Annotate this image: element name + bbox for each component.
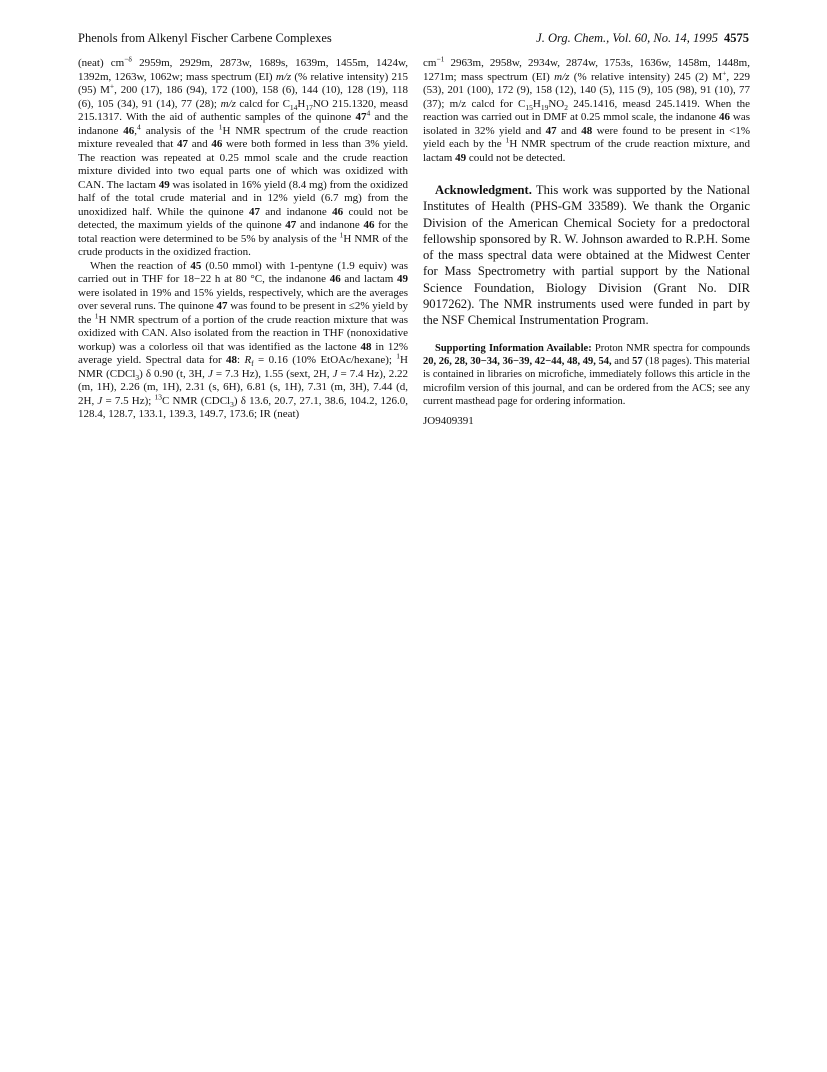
text-run: analysis of the: [140, 124, 219, 137]
right-column: [423, 54, 751, 428]
compound-number: 46: [123, 124, 135, 137]
experimental-paragraph-continued: [423, 54, 751, 165]
experimental-paragraph: [78, 260, 408, 422]
experimental-paragraph-continued: [78, 54, 409, 260]
compound-number: 49: [455, 151, 467, 164]
compound-number: 45: [190, 259, 202, 272]
superscript: 1: [218, 121, 223, 131]
text-run: and: [188, 138, 212, 150]
superscript: 13: [154, 391, 163, 401]
text-run: H NMR spectrum of the crude reaction mixture revealed that: [78, 124, 409, 150]
text-run: H NMR of the crude products in the oxidized fraction.: [78, 232, 409, 258]
section-spacer: [423, 165, 750, 182]
compound-number: 47: [216, 300, 228, 312]
text-run: and indanone: [259, 205, 333, 218]
text-run: and indanone: [296, 219, 364, 231]
text-run: H NMR (CDCl: [78, 354, 408, 380]
compound-number: 46: [329, 273, 341, 285]
subscript: 14: [289, 102, 298, 112]
superscript: 1: [505, 135, 510, 145]
text-run: were both formed in less than 3% yield. The reaction was repeated at 0.25 mmol scale and the crude reaction mixture divided into two equal parts one of which was oxidized with CAN. The lactam: [78, 138, 408, 191]
text-run: H NMR spectrum of a portion of the crude reaction mixture that was oxidized with CAN. Also isolated from the reaction in THF (nonoxidative workup) was a colorless oil that was identified as the lactone: [78, 313, 408, 353]
text-run: ) δ 13.6, 20.7, 27.1, 38.6, 104.2, 126.0, 128.4, 128.7, 133.1, 139.3, 149.7, 173.6; IR (neat): [78, 394, 408, 420]
compound-number: 46: [363, 219, 375, 231]
text-run: = 7.5 Hz);: [102, 394, 155, 407]
subscript: 17: [305, 102, 313, 112]
running-title: Phenols from Alkenyl Fischer Carbene Complexes: [78, 31, 332, 45]
section-spacer: [423, 329, 750, 342]
italic-text: J: [332, 367, 338, 380]
text-run: 2963m, 2958w, 2934w, 2874w, 1753s, 1636w, 1458m, 1448m, 1271m; mass spectrum (EI): [423, 57, 750, 83]
text-run: = 7.3 Hz), 1.55 (sext, 2H,: [212, 367, 333, 380]
text-run: ) δ 0.90 (t, 3H,: [139, 367, 208, 380]
text-run: were isolated in 19% and 15% yields, respectively, which are the averages over several runs. The quinone: [78, 286, 408, 312]
text-run: ,: [134, 124, 138, 137]
subscript: 15: [525, 102, 533, 112]
acknowledgment-section: [423, 182, 750, 329]
text-run: Proton NMR spectra for compounds: [591, 342, 750, 354]
compound-number: 46: [211, 138, 223, 150]
text-run: H: [297, 97, 306, 110]
subscript: 19: [540, 102, 549, 112]
page-number: 4575: [724, 31, 749, 45]
text-run: = 7.4 Hz), 2.22 (m, 1H), 2.26 (m, 1H), 2.31 (s, 6H), 6.81 (s, 1H), 7.31 (m, 3H), 7.44 (d, 2H,: [78, 367, 408, 407]
superscript: +: [722, 67, 727, 77]
text-run: in 12% average yield. Spectral data for: [78, 340, 408, 366]
running-header: [78, 31, 749, 49]
compound-number: 48: [581, 124, 593, 137]
text-run: NO: [548, 97, 565, 110]
text-run: and lactam: [340, 273, 398, 285]
text-run: were found to be present in <1% yield each by the: [423, 124, 750, 150]
italic-text: m/z: [554, 70, 570, 83]
subscript: 3: [135, 372, 140, 382]
text-run: could not be detected.: [466, 151, 566, 164]
italic-text: m/z: [275, 70, 292, 83]
compound-number: 49: [397, 273, 409, 285]
italic-text: m/z: [220, 97, 236, 110]
text-run: C NMR (CDCl: [162, 394, 231, 407]
text-run: , 229 (53), 201 (100), 172 (9), 158 (12), 140 (5), 115 (9), 105 (98), 91 (10), 77 (37); m/z calcd for C: [423, 70, 750, 110]
text-run: and: [611, 356, 633, 368]
compound-number: 57: [632, 356, 643, 368]
compound-number: 47: [285, 219, 297, 231]
text-run: for the total reaction were determined to be 5% by analysis of the: [78, 219, 409, 245]
compound-number: 48: [360, 340, 372, 353]
reference-superscript: 4: [366, 108, 371, 118]
supporting-information-heading: Supporting Information Available:: [435, 342, 592, 354]
text-run: H NMR spectrum of the crude reaction mixture, and lactam: [423, 138, 750, 164]
text-run: calcd for C: [235, 97, 290, 110]
text-run: , 200 (17), 186 (94), 172 (100), 158 (6), 144 (10), 128 (19), 118 (6), 105 (34), 91 (14), 77 (28);: [78, 84, 408, 110]
text-run: cm: [423, 57, 437, 69]
acknowledgment-heading: Acknowledgment.: [435, 183, 532, 197]
text-run: (% relative intensity) 245 (2) M: [569, 70, 723, 83]
journal-reference: J. Org. Chem., Vol. 60, No. 14, 1995: [536, 31, 718, 45]
superscript: 1: [339, 229, 344, 239]
manuscript-code: JO9409391: [423, 414, 474, 427]
text-run: (0.50 mmol) with 1-pentyne (1.9 equiv) was carried out in THF for 18−22 h at 80 °C, the indanone: [78, 259, 409, 285]
compound-number: 47: [248, 205, 260, 218]
compound-number: 47: [545, 124, 557, 137]
compound-number: 47: [177, 138, 189, 150]
compound-numbers: 20, 26, 28, 30−34, 36−39, 42−44, 48, 49, 54,: [423, 356, 612, 368]
compound-number: 46: [332, 205, 344, 218]
subscript: f: [251, 359, 254, 369]
superscript: 1: [396, 351, 401, 361]
text-run: NO 215.1320, measd 215.1317. With the aid of authentic samples of the quinone: [78, 97, 408, 123]
superscript: −1: [436, 54, 445, 64]
italic-text: R: [244, 354, 252, 366]
left-column: [78, 54, 409, 422]
compound-number: 48: [226, 354, 237, 366]
text-run: was isolated in 32% yield and: [423, 111, 751, 137]
subscript: 3: [230, 399, 234, 409]
italic-text: J: [97, 394, 103, 407]
text-run: (% relative intensity) 215 (95) M: [78, 70, 408, 96]
compound-number: 49: [158, 178, 170, 191]
text-run: (neat) cm: [78, 57, 125, 69]
superscript: 1: [94, 310, 99, 320]
text-run: was isolated in 16% yield (8.4 mg) from the oxidized half of the total crude material and in 12% yield (6.7 mg) from the unoxidized half. While the quinone: [78, 178, 408, 218]
acknowledgment-body: This work was supported by the National Institutes of Health (PHS-GM 33589). We thank the Organic Division of the American Chemical Society for a predoctoral fellowship sponsored by R. W. Johnson awarded to R.P.H. Some of the mass spectral data were obtained at the Midwest Center for Mass Spectrometry with partial support by the National Science Foundation, Biology Division (Grant No. DIR 9017262). The NMR instruments used were funded in part by the NSF Chemical Instrumentation Program.: [423, 183, 750, 328]
text-run: = 0.16 (10% EtOAc/hexane);: [253, 354, 397, 366]
italic-text: J: [207, 367, 213, 380]
text-run: When the reaction of: [90, 259, 191, 272]
text-run: and: [556, 124, 582, 137]
text-run: :: [237, 354, 245, 366]
supporting-information-section: [423, 342, 750, 409]
text-run: and the indanone: [78, 111, 408, 137]
compound-number: 47: [355, 111, 367, 123]
text-run: (18 pages). This material is contained in libraries on microfiche, immediately follows this article in the microfilm version of this journal, and can be ordered from the ACS; see any current masthead page for ordering information.: [423, 356, 751, 408]
text-run: 245.1416, measd 245.1419. When the reaction was carried out in DMF at 0.25 mmol scale, the indanone: [423, 97, 751, 123]
subscript: 2: [564, 102, 568, 112]
text-run: was found to be present in ≤2% yield by the: [78, 300, 408, 326]
text-run: could not be detected, the maximum yields of the quinone: [78, 205, 408, 231]
superscript: +: [109, 81, 115, 91]
text-run: H: [532, 97, 541, 110]
journal-citation: [536, 31, 749, 46]
reference-superscript: 4: [137, 121, 141, 131]
superscript: −δ: [124, 54, 132, 64]
text-run: 2959m, 2929m, 2873w, 1689s, 1639m, 1455m, 1424w, 1392m, 1263w, 1062w; mass spectrum (EI): [78, 57, 408, 83]
compound-number: 46: [718, 111, 730, 123]
